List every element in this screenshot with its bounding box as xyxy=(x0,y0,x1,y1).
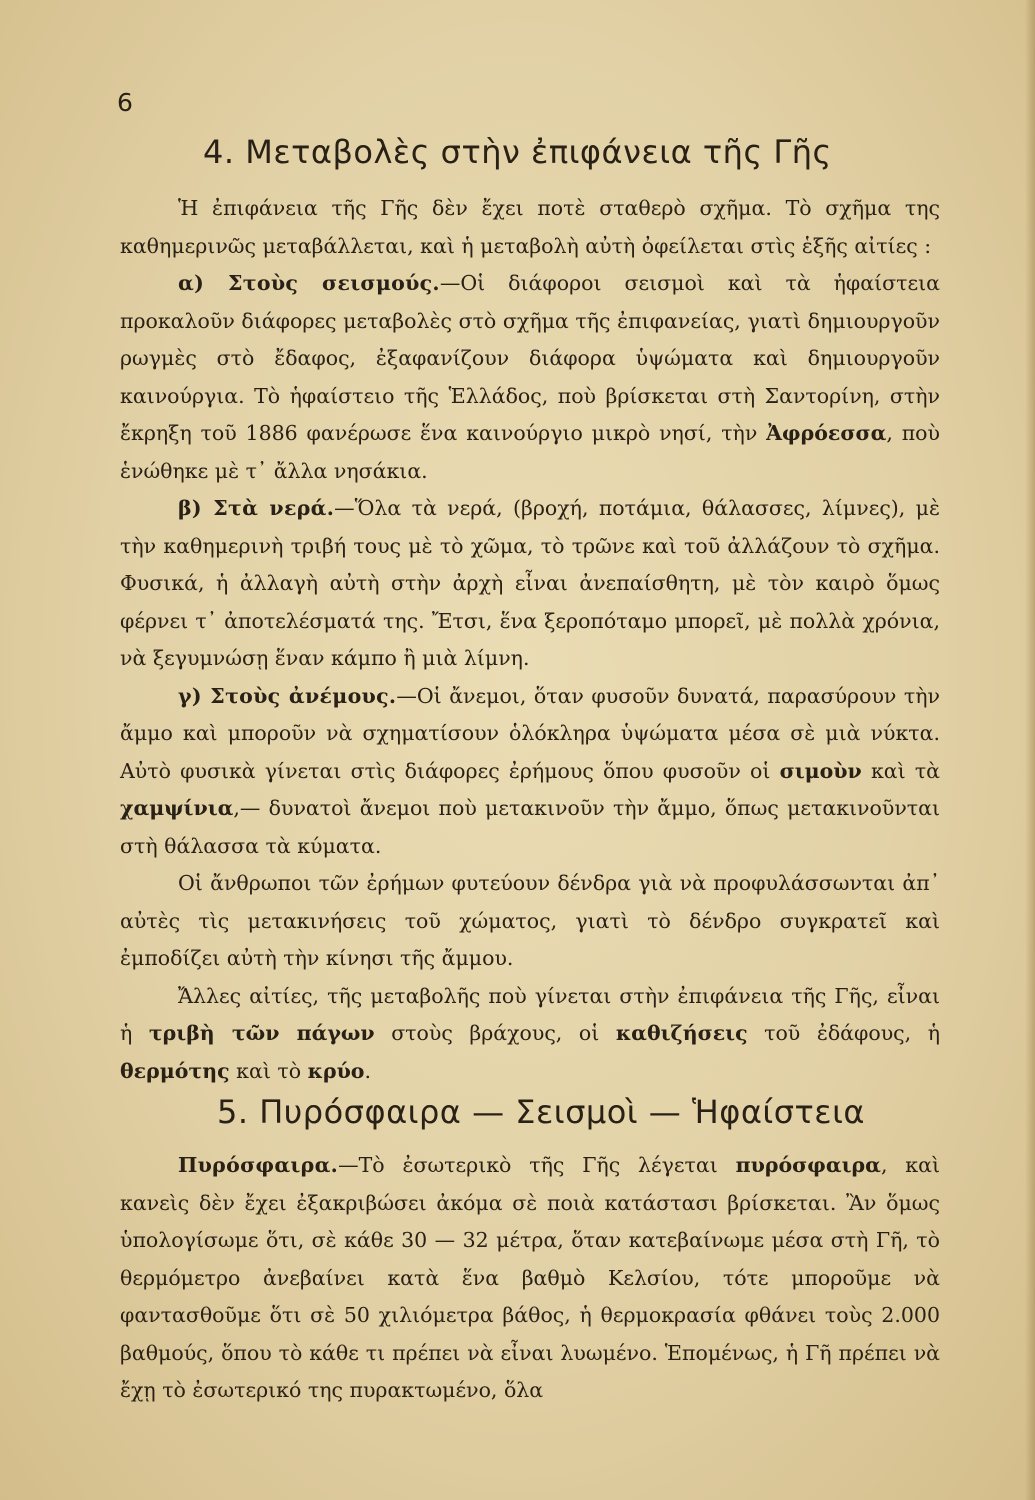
term-heat: θερμότης xyxy=(120,1058,230,1083)
pyrosphere-text-1: —Τὸ ἐσωτερικὸ τῆς Γῆς λέγεται xyxy=(338,1153,736,1177)
earthquakes-text-2: , ποὺ ἑνώθηκε μὲ τ᾿ ἄλλα νησάκια. xyxy=(120,421,940,483)
page-edge-shadow xyxy=(1025,0,1035,1500)
other-text-5: . xyxy=(364,1058,372,1083)
paragraph-earthquakes xyxy=(120,265,940,490)
section-5-body xyxy=(120,1147,940,1410)
term-khamsin: χαμψίνια xyxy=(120,796,234,820)
label-winds: γ) Στοὺς ἀνέμους. xyxy=(178,683,397,708)
section-4-body xyxy=(120,190,940,1090)
waters-text: —Ὅλα τὰ νερά, (βροχή, ποτάμια, θάλασσες, λίμνες), μὲ τὴν καθημερινὴ τριβή τους μὲ τὸ χῶμα, τὸ τρῶνε καὶ τοῦ ἀλλάζουν τὸ σχῆμα. Φυσικά, ἡ ἀλλαγὴ αὐτὴ στὴν ἀρχὴ εἶναι ἀνεπαίσθητη, μὲ τὸν καιρὸ ὅμως φέρνει τ᾿ ἀποτελέσματά της. Ἔτσι, ἕνα ξεροπόταμο μπορεῖ, μὲ πολλὰ χρόνια, νὰ ξεγυμνώσῃ ἕναν κάμπο ἢ μιὰ λίμνη. xyxy=(120,496,940,670)
paragraph-other-causes xyxy=(120,978,940,1091)
winds-text-3: ,— δυνατοὶ ἄνεμοι ποὺ μετακινοῦν τὴν ἄμμο, ὅπως μετακινοῦνται στὴ θάλασσα τὰ κύματα. xyxy=(120,796,940,858)
section-4-heading: 4. Μεταβολὲς στὴν ἐπιφάνεια τῆς Γῆς xyxy=(203,133,832,171)
paragraph-waters xyxy=(120,490,940,678)
other-text-2: στοὺς βράχους, οἱ xyxy=(374,1021,616,1045)
term-simoun: σιμοὺν xyxy=(779,758,862,783)
winds-text-1: —Οἱ ἄνεμοι, ὅταν φυσοῦν δυνατά, παρασύρουν τὴν ἄμμο καὶ μποροῦν νὰ σχηματίσουν ὁλόκληρα ὑψώματα μέσα σὲ μιὰ νύκτα. Αὐτὸ φυσικὰ γίνεται στὶς διάφορες ἐρήμους ὅπου φυσοῦν οἱ xyxy=(120,683,940,783)
label-waters: β) Στὰ νερά. xyxy=(178,496,335,520)
other-text-4: καὶ τὸ xyxy=(229,1058,308,1083)
term-ice-friction: τριβὴ τῶν πάγων xyxy=(148,1021,375,1045)
term-subsidence: καθιζήσεις xyxy=(615,1021,748,1045)
term-pyrosphere: πυρόσφαιρα xyxy=(735,1153,881,1177)
intro-paragraph: Ἡ ἐπιφάνεια τῆς Γῆς δὲν ἔχει ποτὲ σταθερὸ σχῆμα. Τὸ σχῆμα της καθημερινῶς μεταβάλλεται, καὶ ἡ μεταβολὴ αὐτὴ ὀφείλεται στὶς ἑξῆς αἰτίες : xyxy=(120,196,940,258)
section-5-heading: 5. Πυρόσφαιρα — Σεισμοὶ — Ἡφαίστεια xyxy=(217,1093,865,1131)
earthquakes-text-1: —Οἱ διάφοροι σεισμοὶ καὶ τὰ ἡφαίστεια προκαλοῦν διάφορες μεταβολὲς στὸ σχῆμα τῆς ἐπιφανείας, γιατὶ δημιουργοῦν ρωγμὲς στὸ ἔδαφος, ἐξαφανίζουν διάφορα ὑψώματα καὶ δημιουργοῦν καινούργια. Τὸ ἡφαίστειο τῆς Ἑλλάδος, ποὺ βρίσκεται στὴ Σαντορίνη, στὴν ἔκρηξη τοῦ 1886 φανέρωσε ἕνα καινούργιο μικρὸ νησί, τὴν xyxy=(120,271,940,445)
paragraph-winds xyxy=(120,678,940,866)
other-text-3: τοῦ ἐδάφους, ἡ xyxy=(747,1021,940,1045)
winds-text-2: καὶ τὰ xyxy=(861,758,940,783)
island-name: Ἀφρόεσσα xyxy=(766,421,887,445)
paragraph-people: Οἱ ἄνθρωποι τῶν ἐρήμων φυτεύουν δένδρα γιὰ νὰ προφυλάσσωνται ἀπ᾿ αὐτὲς τὶς μετακινήσεις τοῦ χώματος, γιατὶ τὸ δένδρο συγκρατεῖ καὶ ἐμποδίζει αὐτὴ τὴν κίνησι τῆς ἄμμου. xyxy=(120,871,940,970)
other-text-1: Ἄλλες αἰτίες, τῆς μεταβολῆς ποὺ γίνεται στὴν ἐπιφάνεια τῆς Γῆς, εἶναι ἡ xyxy=(120,983,940,1045)
page-number: 6 xyxy=(117,88,133,117)
paragraph-pyrosphere xyxy=(120,1147,940,1410)
label-pyrosphere: Πυρόσφαιρα. xyxy=(178,1153,339,1177)
pyrosphere-text-2: , καὶ κανεὶς δὲν ἔχει ἐξακριβώσει ἀκόμα σὲ ποιὰ κατάστασι βρίσκεται. Ἂν ὅμως ὑπολογίσωμε ὅτι, σὲ κάθε 30 — 32 μέτρα, ὅταν κατεβαίνωμε μέσα στὴ Γῆ, τὸ θερμόμετρο ἀνεβαίνει κατὰ ἕνα βαθμὸ Κελσίου, τότε μποροῦμε νὰ φαντασθοῦμε ὅτι σὲ 50 χιλιόμετρα βάθος, ἡ θερμοκρασία φθάνει τοὺς 2.000 βαθμούς, ὅπου τὸ κάθε τι πρέπει νὰ εἶναι λυωμένο. Ἑπομένως, ἡ Γῆ πρέπει νὰ ἔχῃ τὸ ἐσωτερικό της πυρακτωμένο, ὅλα xyxy=(120,1153,941,1402)
term-cold: κρύο xyxy=(307,1058,365,1083)
label-earthquakes: α) Στοὺς σεισμούς. xyxy=(178,271,440,295)
